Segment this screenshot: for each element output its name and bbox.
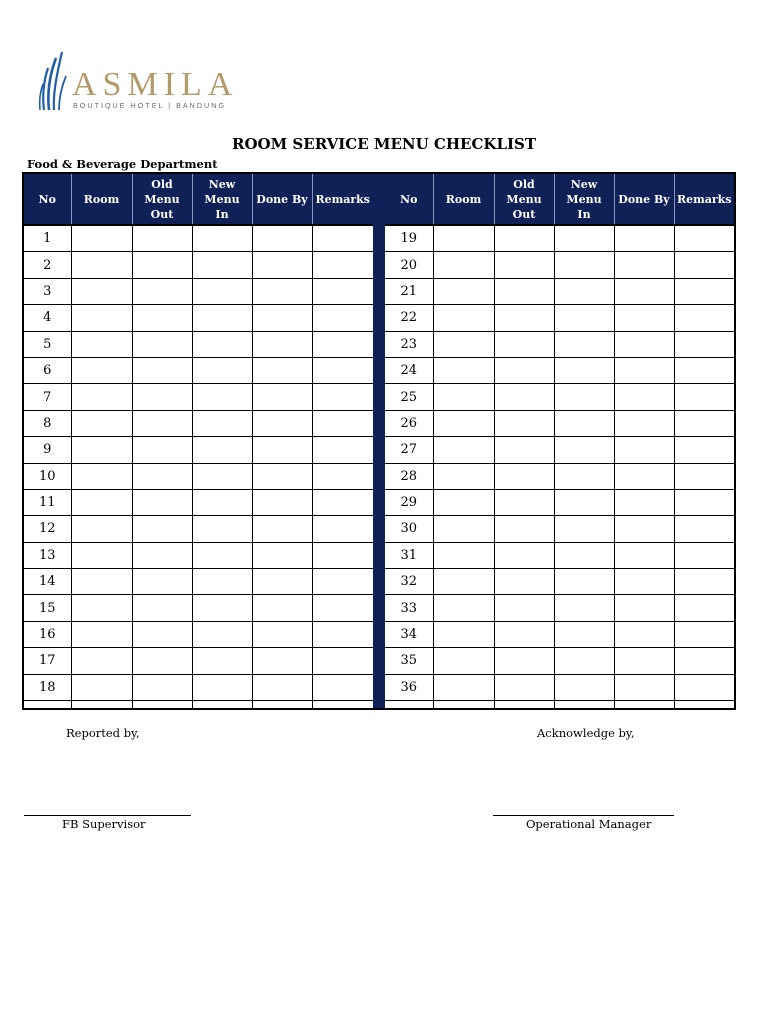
entry-cell[interactable]: [252, 331, 312, 357]
entry-cell[interactable]: [433, 621, 494, 647]
table-row: [385, 437, 734, 463]
entry-cell[interactable]: [494, 305, 554, 331]
entry-cell[interactable]: [554, 674, 614, 700]
reed-logo-icon: [36, 50, 70, 112]
entry-cell[interactable]: [71, 384, 132, 410]
row-number: 15: [24, 595, 71, 621]
entry-cell[interactable]: [494, 463, 554, 489]
entry-cell[interactable]: [192, 516, 252, 542]
entry-cell[interactable]: [614, 489, 674, 515]
entry-cell[interactable]: [192, 331, 252, 357]
entry-cell[interactable]: [132, 225, 192, 252]
table-row: [24, 410, 373, 436]
entry-cell[interactable]: [312, 410, 373, 436]
spacer-cell: [252, 701, 312, 709]
entry-cell[interactable]: [433, 516, 494, 542]
entry-cell[interactable]: [674, 569, 734, 595]
table-row: [24, 542, 373, 568]
reported-by-label: Reported by,: [66, 726, 140, 740]
entry-cell[interactable]: [674, 463, 734, 489]
entry-cell[interactable]: [494, 278, 554, 304]
entry-cell[interactable]: [614, 516, 674, 542]
entry-cell[interactable]: [554, 516, 614, 542]
table-row: [385, 357, 734, 383]
entry-cell[interactable]: [674, 384, 734, 410]
table-row: [385, 595, 734, 621]
column-header: New Menu In: [192, 174, 252, 225]
table-row: [385, 252, 734, 278]
table-row: [24, 278, 373, 304]
entry-cell[interactable]: [433, 489, 494, 515]
row-number: 23: [385, 331, 433, 357]
entry-cell[interactable]: [71, 225, 132, 252]
entry-cell[interactable]: [554, 489, 614, 515]
row-number: 4: [24, 305, 71, 331]
entry-cell[interactable]: [252, 569, 312, 595]
row-number: 26: [385, 410, 433, 436]
row-number: 34: [385, 621, 433, 647]
entry-cell[interactable]: [674, 357, 734, 383]
table-row: [385, 542, 734, 568]
table-row: [385, 463, 734, 489]
row-number: 32: [385, 569, 433, 595]
entry-cell[interactable]: [132, 252, 192, 278]
entry-cell[interactable]: [252, 357, 312, 383]
page-title: ROOM SERVICE MENU CHECKLIST: [232, 135, 536, 153]
signature-line-right: [493, 815, 674, 816]
row-number: 2: [24, 252, 71, 278]
entry-cell[interactable]: [312, 516, 373, 542]
table-row: [24, 595, 373, 621]
entry-cell[interactable]: [614, 674, 674, 700]
entry-cell[interactable]: [674, 252, 734, 278]
entry-cell[interactable]: [312, 305, 373, 331]
entry-cell[interactable]: [494, 542, 554, 568]
entry-cell[interactable]: [192, 410, 252, 436]
entry-cell[interactable]: [614, 648, 674, 674]
table-row: [24, 305, 373, 331]
entry-cell[interactable]: [433, 648, 494, 674]
entry-cell[interactable]: [132, 595, 192, 621]
entry-cell[interactable]: [252, 674, 312, 700]
table-row: [24, 516, 373, 542]
entry-cell[interactable]: [192, 384, 252, 410]
entry-cell[interactable]: [312, 225, 373, 252]
table-row: [24, 331, 373, 357]
row-number: 16: [24, 621, 71, 647]
row-number: 24: [385, 357, 433, 383]
spacer-cell: [614, 701, 674, 709]
checklist-sheet: [22, 172, 736, 710]
entry-cell[interactable]: [252, 252, 312, 278]
operational-manager-label: Operational Manager: [526, 817, 652, 831]
entry-cell[interactable]: [192, 542, 252, 568]
spacer-cell: [132, 701, 192, 709]
entry-cell[interactable]: [494, 384, 554, 410]
entry-cell[interactable]: [252, 225, 312, 252]
table-row: [385, 384, 734, 410]
entry-cell[interactable]: [71, 516, 132, 542]
entry-cell[interactable]: [252, 278, 312, 304]
entry-cell[interactable]: [71, 489, 132, 515]
entry-cell[interactable]: [554, 463, 614, 489]
entry-cell[interactable]: [494, 252, 554, 278]
table-row: [24, 489, 373, 515]
entry-cell[interactable]: [614, 463, 674, 489]
entry-cell[interactable]: [614, 225, 674, 252]
spacer-cell: [24, 701, 71, 709]
entry-cell[interactable]: [554, 331, 614, 357]
logo-name: ASMILA: [72, 66, 239, 103]
entry-cell[interactable]: [132, 278, 192, 304]
entry-cell[interactable]: [494, 437, 554, 463]
entry-cell[interactable]: [494, 569, 554, 595]
entry-cell[interactable]: [192, 225, 252, 252]
entry-cell[interactable]: [554, 648, 614, 674]
spacer-cell: [674, 701, 734, 709]
table-row: [24, 463, 373, 489]
entry-cell[interactable]: [674, 648, 734, 674]
entry-cell[interactable]: [433, 595, 494, 621]
spacer-cell: [554, 701, 614, 709]
entry-cell[interactable]: [192, 278, 252, 304]
entry-cell[interactable]: [132, 621, 192, 647]
entry-cell[interactable]: [614, 331, 674, 357]
table-divider: [373, 174, 385, 708]
table-row: [385, 305, 734, 331]
row-number: 12: [24, 516, 71, 542]
entry-cell[interactable]: [192, 305, 252, 331]
table-row: [385, 225, 734, 252]
entry-cell[interactable]: [494, 648, 554, 674]
entry-cell[interactable]: [554, 305, 614, 331]
entry-cell[interactable]: [252, 437, 312, 463]
logo-tagline: BOUTIQUE HOTEL | BANDUNG: [73, 101, 227, 110]
table-row: [385, 410, 734, 436]
row-number: 35: [385, 648, 433, 674]
row-number: 5: [24, 331, 71, 357]
entry-cell[interactable]: [132, 331, 192, 357]
entry-cell[interactable]: [71, 278, 132, 304]
entry-cell[interactable]: [192, 569, 252, 595]
entry-cell[interactable]: [192, 621, 252, 647]
entry-cell[interactable]: [312, 463, 373, 489]
entry-cell[interactable]: [674, 410, 734, 436]
entry-cell[interactable]: [312, 357, 373, 383]
entry-cell[interactable]: [192, 437, 252, 463]
table-row: [24, 384, 373, 410]
row-number: 30: [385, 516, 433, 542]
entry-cell[interactable]: [132, 516, 192, 542]
entry-cell[interactable]: [433, 463, 494, 489]
entry-cell[interactable]: [192, 463, 252, 489]
department-label: Food & Beverage Department: [27, 157, 218, 171]
entry-cell[interactable]: [494, 357, 554, 383]
table-row: [24, 674, 373, 700]
entry-cell[interactable]: [674, 331, 734, 357]
entry-cell[interactable]: [674, 621, 734, 647]
entry-cell[interactable]: [674, 489, 734, 515]
row-number: 10: [24, 463, 71, 489]
spacer-cell: [494, 701, 554, 709]
column-header: Done By: [252, 174, 312, 225]
entry-cell[interactable]: [132, 305, 192, 331]
entry-cell[interactable]: [433, 331, 494, 357]
entry-cell[interactable]: [71, 410, 132, 436]
row-number: 9: [24, 437, 71, 463]
entry-cell[interactable]: [252, 648, 312, 674]
entry-cell[interactable]: [312, 595, 373, 621]
entry-cell[interactable]: [494, 674, 554, 700]
entry-cell[interactable]: [433, 278, 494, 304]
entry-cell[interactable]: [71, 595, 132, 621]
entry-cell[interactable]: [252, 542, 312, 568]
entry-cell[interactable]: [433, 252, 494, 278]
entry-cell[interactable]: [433, 384, 494, 410]
column-header: No: [24, 174, 71, 225]
entry-cell[interactable]: [674, 305, 734, 331]
entry-cell[interactable]: [494, 489, 554, 515]
entry-cell[interactable]: [494, 331, 554, 357]
entry-cell[interactable]: [554, 410, 614, 436]
row-number: 17: [24, 648, 71, 674]
row-number: 21: [385, 278, 433, 304]
entry-cell[interactable]: [674, 595, 734, 621]
entry-cell[interactable]: [132, 410, 192, 436]
entry-cell[interactable]: [252, 305, 312, 331]
entry-cell[interactable]: [433, 225, 494, 252]
row-number: 14: [24, 569, 71, 595]
entry-cell[interactable]: [554, 225, 614, 252]
entry-cell[interactable]: [433, 410, 494, 436]
entry-cell[interactable]: [192, 648, 252, 674]
entry-cell[interactable]: [71, 305, 132, 331]
column-header: Room: [433, 174, 494, 225]
entry-cell[interactable]: [433, 674, 494, 700]
entry-cell[interactable]: [71, 331, 132, 357]
entry-cell[interactable]: [71, 674, 132, 700]
entry-cell[interactable]: [494, 621, 554, 647]
entry-cell[interactable]: [614, 569, 674, 595]
table-row: [385, 648, 734, 674]
table-spacer-row: [385, 701, 734, 709]
entry-cell[interactable]: [494, 516, 554, 542]
entry-cell[interactable]: [554, 278, 614, 304]
entry-cell[interactable]: [312, 489, 373, 515]
entry-cell[interactable]: [433, 357, 494, 383]
table-row: [385, 489, 734, 515]
entry-cell[interactable]: [614, 252, 674, 278]
table-row: [24, 252, 373, 278]
entry-cell[interactable]: [252, 621, 312, 647]
checklist-table-right: [385, 174, 734, 708]
table-row: [24, 357, 373, 383]
row-number: 29: [385, 489, 433, 515]
left-table-container: [24, 174, 373, 708]
entry-cell[interactable]: [312, 384, 373, 410]
entry-cell[interactable]: [312, 331, 373, 357]
entry-cell[interactable]: [433, 542, 494, 568]
entry-cell[interactable]: [554, 437, 614, 463]
row-number: 18: [24, 674, 71, 700]
entry-cell[interactable]: [614, 357, 674, 383]
checklist-table-left: [24, 174, 373, 708]
entry-cell[interactable]: [252, 463, 312, 489]
entry-cell[interactable]: [192, 674, 252, 700]
entry-cell[interactable]: [614, 621, 674, 647]
entry-cell[interactable]: [614, 410, 674, 436]
entry-cell[interactable]: [132, 463, 192, 489]
entry-cell[interactable]: [312, 648, 373, 674]
column-header: No: [385, 174, 433, 225]
fb-supervisor-label: FB Supervisor: [62, 817, 146, 831]
table-row: [24, 225, 373, 252]
entry-cell[interactable]: [132, 674, 192, 700]
entry-cell[interactable]: [312, 252, 373, 278]
table-row: [385, 621, 734, 647]
table-header-row: [385, 174, 734, 225]
entry-cell[interactable]: [71, 569, 132, 595]
entry-cell[interactable]: [554, 595, 614, 621]
entry-cell[interactable]: [312, 674, 373, 700]
entry-cell[interactable]: [554, 621, 614, 647]
entry-cell[interactable]: [71, 621, 132, 647]
entry-cell[interactable]: [312, 621, 373, 647]
signature-line-left: [24, 815, 191, 816]
entry-cell[interactable]: [494, 410, 554, 436]
entry-cell[interactable]: [554, 357, 614, 383]
column-header: Old Menu Out: [494, 174, 554, 225]
entry-cell[interactable]: [494, 595, 554, 621]
entry-cell[interactable]: [614, 278, 674, 304]
column-header: New Menu In: [554, 174, 614, 225]
row-number: 19: [385, 225, 433, 252]
column-header: Old Menu Out: [132, 174, 192, 225]
entry-cell[interactable]: [71, 648, 132, 674]
entry-cell[interactable]: [312, 278, 373, 304]
entry-cell[interactable]: [674, 674, 734, 700]
hotel-logo: [36, 50, 276, 120]
entry-cell[interactable]: [674, 516, 734, 542]
entry-cell[interactable]: [494, 225, 554, 252]
entry-cell[interactable]: [132, 489, 192, 515]
entry-cell[interactable]: [674, 437, 734, 463]
right-table-container: [385, 174, 734, 708]
row-number: 20: [385, 252, 433, 278]
entry-cell[interactable]: [71, 357, 132, 383]
entry-cell[interactable]: [614, 305, 674, 331]
spacer-cell: [192, 701, 252, 709]
row-number: 27: [385, 437, 433, 463]
table-row: [385, 331, 734, 357]
entry-cell[interactable]: [252, 384, 312, 410]
entry-cell[interactable]: [614, 437, 674, 463]
entry-cell[interactable]: [554, 384, 614, 410]
entry-cell[interactable]: [433, 437, 494, 463]
table-row: [385, 516, 734, 542]
column-header: Remarks: [312, 174, 373, 225]
table-header-row: [24, 174, 373, 225]
column-header: Done By: [614, 174, 674, 225]
entry-cell[interactable]: [132, 357, 192, 383]
entry-cell[interactable]: [312, 569, 373, 595]
entry-cell[interactable]: [433, 305, 494, 331]
entry-cell[interactable]: [674, 225, 734, 252]
spacer-cell: [433, 701, 494, 709]
table-row: [24, 621, 373, 647]
row-number: 31: [385, 542, 433, 568]
spacer-cell: [385, 701, 433, 709]
table-row: [24, 569, 373, 595]
row-number: 36: [385, 674, 433, 700]
table-row: [385, 674, 734, 700]
row-number: 8: [24, 410, 71, 436]
entry-cell[interactable]: [554, 569, 614, 595]
entry-cell[interactable]: [71, 542, 132, 568]
row-number: 33: [385, 595, 433, 621]
table-spacer-row: [24, 701, 373, 709]
column-header: Remarks: [674, 174, 734, 225]
entry-cell[interactable]: [71, 437, 132, 463]
acknowledge-by-label: Acknowledge by,: [537, 726, 635, 740]
row-number: 25: [385, 384, 433, 410]
entry-cell[interactable]: [192, 357, 252, 383]
entry-cell[interactable]: [192, 489, 252, 515]
table-row: [24, 437, 373, 463]
row-number: 1: [24, 225, 71, 252]
entry-cell[interactable]: [252, 516, 312, 542]
entry-cell[interactable]: [132, 648, 192, 674]
row-number: 28: [385, 463, 433, 489]
row-number: 11: [24, 489, 71, 515]
table-row: [385, 278, 734, 304]
entry-cell[interactable]: [554, 252, 614, 278]
column-header: Room: [71, 174, 132, 225]
entry-cell[interactable]: [674, 278, 734, 304]
entry-cell[interactable]: [614, 595, 674, 621]
entry-cell[interactable]: [554, 542, 614, 568]
entry-cell[interactable]: [192, 252, 252, 278]
entry-cell[interactable]: [132, 384, 192, 410]
table-row: [385, 569, 734, 595]
entry-cell[interactable]: [71, 463, 132, 489]
entry-cell[interactable]: [192, 595, 252, 621]
spacer-cell: [71, 701, 132, 709]
entry-cell[interactable]: [252, 595, 312, 621]
entry-cell[interactable]: [132, 437, 192, 463]
row-number: 7: [24, 384, 71, 410]
entry-cell[interactable]: [252, 410, 312, 436]
entry-cell[interactable]: [312, 437, 373, 463]
entry-cell[interactable]: [132, 569, 192, 595]
entry-cell[interactable]: [433, 569, 494, 595]
row-number: 6: [24, 357, 71, 383]
row-number: 3: [24, 278, 71, 304]
entry-cell[interactable]: [71, 252, 132, 278]
entry-cell[interactable]: [312, 542, 373, 568]
table-row: [24, 648, 373, 674]
entry-cell[interactable]: [674, 542, 734, 568]
entry-cell[interactable]: [614, 384, 674, 410]
entry-cell[interactable]: [132, 542, 192, 568]
entry-cell[interactable]: [252, 489, 312, 515]
entry-cell[interactable]: [614, 542, 674, 568]
spacer-cell: [312, 701, 373, 709]
row-number: 13: [24, 542, 71, 568]
row-number: 22: [385, 305, 433, 331]
